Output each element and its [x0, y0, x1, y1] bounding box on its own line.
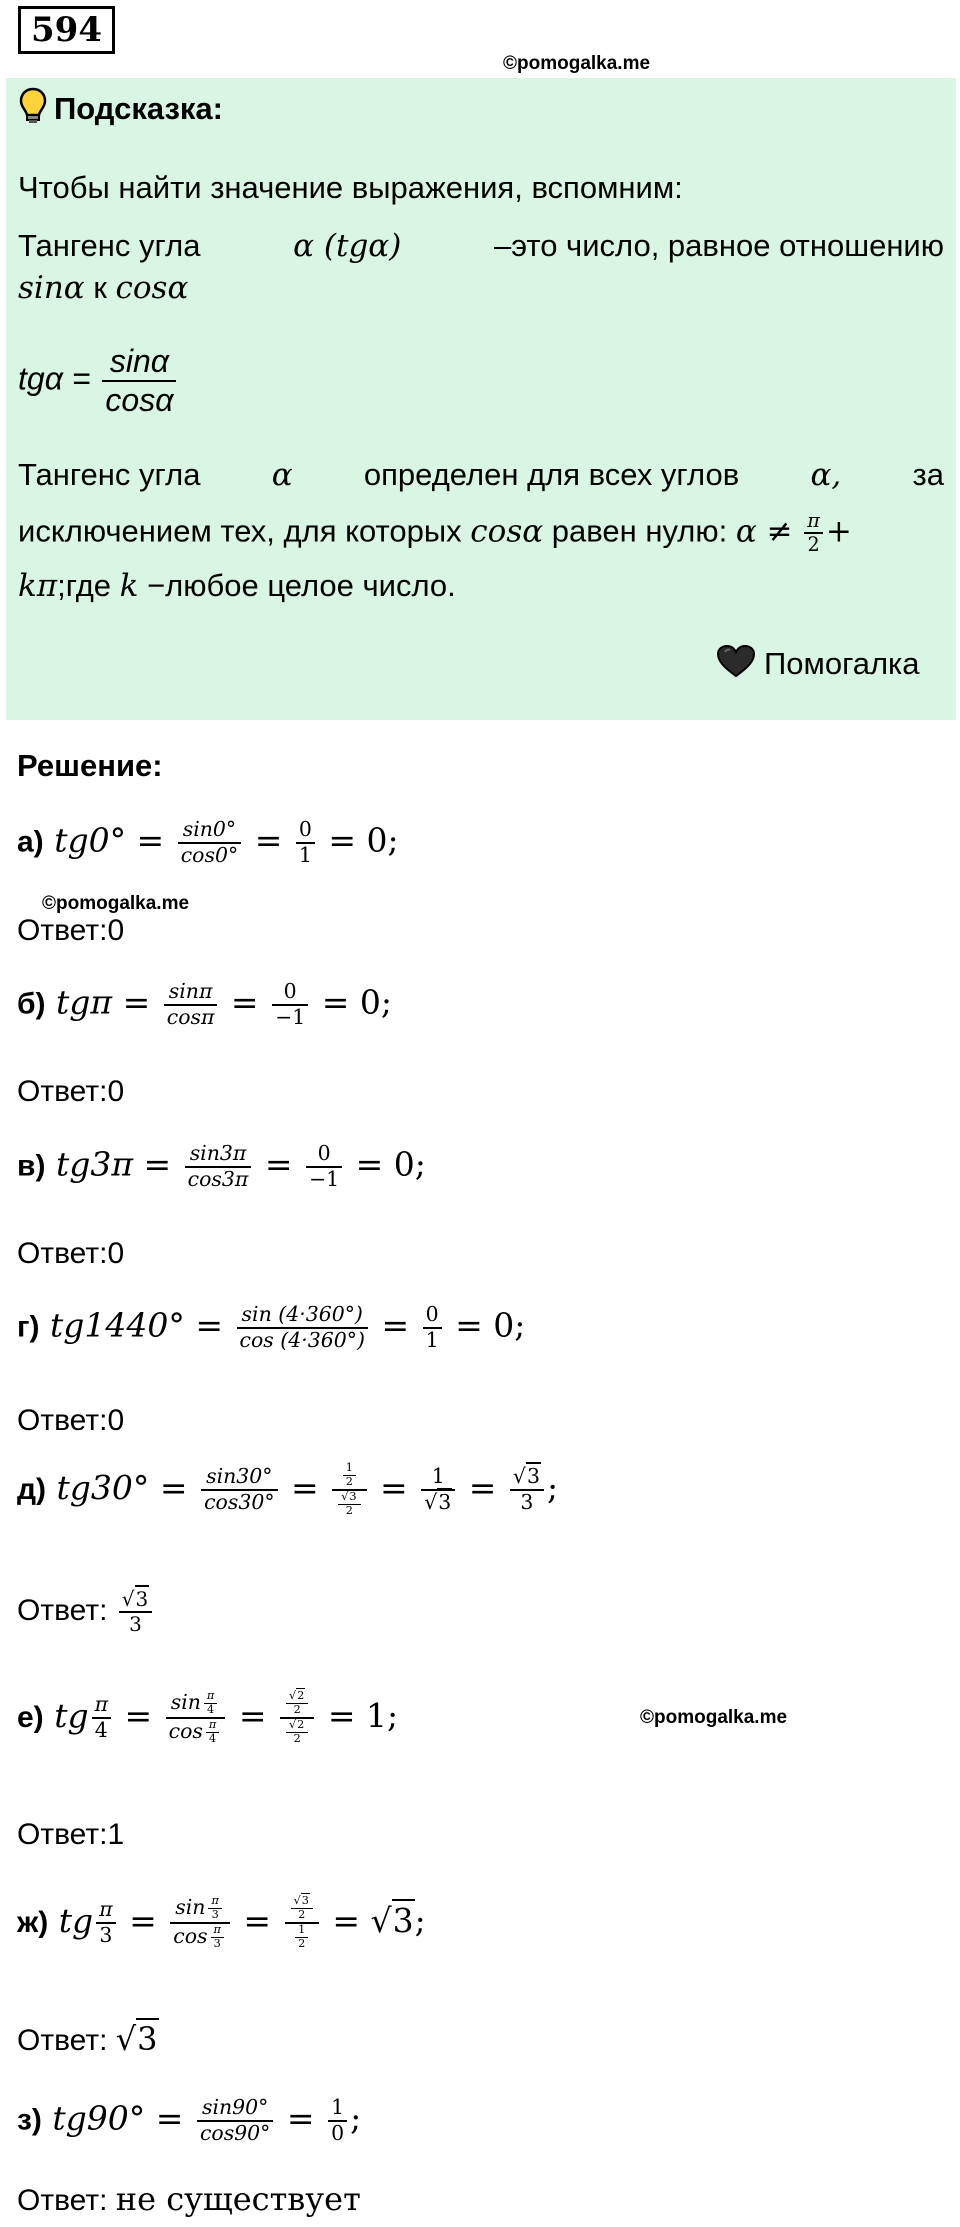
item-label: е): [17, 1700, 44, 1734]
domain-text-c: определен для всех углов: [363, 457, 740, 492]
domain2-neq: α ≠: [735, 513, 793, 550]
item-fraction-1: [164, 980, 218, 1029]
solution-item-e: [17, 1690, 398, 1746]
frac-den: 4: [94, 1717, 108, 1742]
hint-formula: [18, 343, 179, 419]
solution-item-g: [17, 1303, 525, 1352]
sqrt-radicand: 3: [137, 2020, 158, 2058]
item-eq: =: [380, 1467, 408, 1507]
item-rest: = 0;: [455, 1305, 526, 1345]
item-eq: =: [238, 1695, 267, 1735]
item-fraction-1: [237, 1303, 368, 1352]
answer-zh: [17, 2020, 159, 2058]
frac-num: sin30°: [201, 1465, 277, 1491]
inner-half: [295, 1924, 308, 1951]
frac-den: 2: [293, 1731, 301, 1745]
answer-label: Ответ:: [17, 2024, 116, 2057]
answer-value: не существует: [115, 2180, 361, 2218]
item-eq: =: [243, 1900, 272, 1940]
item-label: а): [17, 825, 44, 859]
item-rest: = 0;: [321, 982, 392, 1022]
frac-den: −1: [309, 1166, 340, 1191]
frac-den: 3: [129, 1612, 142, 1636]
item-end: ;: [414, 1900, 426, 1940]
hint-title: Подсказка:: [54, 91, 223, 127]
frac-den: 3: [211, 1907, 219, 1921]
domain2-text-a: исключением тех, для которых: [18, 513, 471, 549]
frac-num: sin90°: [197, 2096, 273, 2122]
frac-num: π: [206, 1719, 219, 1733]
frac-den: cos (4·360°): [239, 1327, 365, 1352]
frac-den: 2: [345, 1474, 353, 1488]
hint-domain-line3: [18, 566, 456, 606]
problem-number: 594: [18, 6, 115, 54]
domain2-cos: cosα: [470, 513, 544, 550]
item-sin-over-cos: [170, 1895, 230, 1951]
item-fraction-2: [328, 2096, 347, 2145]
tg-argument: [96, 1898, 115, 1947]
frac-den: 3: [520, 1489, 534, 1514]
item-fraction-1: [197, 2096, 273, 2145]
item-compound-fraction: [332, 1462, 366, 1518]
item-result: √3: [370, 1900, 414, 1940]
formula-den: cosα: [105, 381, 174, 418]
frac-num: sin0°: [178, 818, 241, 844]
item-eq: =: [230, 982, 259, 1022]
def-sin: sinα: [18, 270, 85, 306]
domain2-num: π: [804, 510, 823, 534]
watermark-middle: ©pomogalka.me: [42, 893, 190, 914]
sqrt-radicand: 3: [526, 1464, 540, 1489]
answer-b: Ответ:0: [17, 1075, 125, 1108]
cos-text: cos: [173, 1923, 208, 1948]
item-eq: =: [381, 1305, 410, 1345]
answer-label: Ответ:: [17, 1593, 116, 1627]
def-k: к: [84, 270, 116, 305]
sqrt-radicand: 2: [297, 1689, 305, 1702]
frac-num: sinπ: [164, 980, 218, 1006]
solution-item-zh: [17, 1895, 426, 1951]
sqrt-radicand: 3: [135, 1587, 149, 1611]
item-lhs: tg0° =: [54, 820, 165, 860]
item-sin-over-cos: [166, 1690, 226, 1746]
answer-e: Ответ:1: [17, 1818, 125, 1851]
item-lhs: tg30° =: [56, 1467, 188, 1507]
inner-sqrt2-over-2: $\frac{√2}{2}$: [286, 1690, 308, 1717]
frac-num: 1: [343, 1462, 356, 1476]
frac-den: 2: [345, 1503, 353, 1517]
frac-num: sin (4·360°): [237, 1303, 368, 1329]
inner-sqrt3-over-2: $\frac{√3}{2}$: [291, 1895, 313, 1922]
frac-num: π: [92, 1693, 111, 1719]
frac-den: 1: [425, 1327, 439, 1352]
item-label: ж): [17, 1905, 49, 1939]
domain2-plus: +: [825, 513, 852, 550]
frac-den: −1: [275, 1004, 306, 1029]
sqrt-radicand: 2: [297, 1717, 305, 1731]
frac-den: 4: [209, 1731, 217, 1745]
item-eq: =: [286, 2098, 315, 2138]
frac-num: π: [211, 1924, 224, 1938]
inner-half: [343, 1462, 356, 1489]
item-lhs: tg: [58, 1900, 94, 1940]
hint-domain-line1: [18, 455, 944, 495]
frac-num: 0: [423, 1303, 442, 1329]
item-fraction-4: $\frac{√3}{3}$: [510, 1465, 544, 1514]
def-text-b: –это число, равное отношению: [493, 228, 944, 263]
frac-num: π: [208, 1895, 221, 1909]
inner-arg: [211, 1924, 224, 1951]
item-label: в): [17, 1149, 46, 1183]
item-fraction-2: [296, 818, 315, 867]
domain-alpha2: α,: [810, 457, 842, 493]
item-fraction-1: [185, 1142, 252, 1191]
item-compound-fraction: [285, 1895, 319, 1951]
item-eq: =: [124, 1695, 153, 1735]
solution-item-a: [17, 818, 399, 867]
frac-num: sin3π: [185, 1142, 252, 1168]
domain3-k: k: [119, 568, 139, 604]
formula-left: tgα =: [18, 360, 91, 397]
item-eq: =: [291, 1467, 319, 1507]
hint-definition-line2: [18, 268, 188, 308]
frac-num: 1: [295, 1924, 308, 1938]
frac-den: cos30°: [204, 1489, 275, 1514]
item-fraction-1: [178, 818, 241, 867]
item-label: г): [17, 1310, 40, 1344]
solution-item-z: [17, 2096, 361, 2145]
item-fraction-1: [201, 1465, 277, 1514]
frac-den: 0: [331, 2120, 345, 2145]
item-eq: =: [264, 1144, 293, 1184]
item-lhs: tg3π =: [55, 1144, 172, 1184]
item-fraction-2: [306, 1142, 342, 1191]
frac-den: 4: [207, 1702, 215, 1716]
frac-num: 0: [306, 1142, 342, 1168]
domain3-kpi: kπ: [18, 568, 58, 604]
item-eq: =: [129, 1900, 157, 1940]
frac-num: π: [204, 1690, 217, 1704]
def-math-alpha-tg: α (tgα): [293, 228, 402, 264]
domain3-text-b: ;где: [57, 568, 120, 603]
solution-heading: Решение:: [17, 748, 163, 783]
domain-text-e: за: [912, 457, 944, 492]
domain-text-a: Тангенс угла: [18, 457, 201, 492]
frac-den: 3: [99, 1922, 113, 1947]
item-label: з): [17, 2103, 42, 2137]
tg-argument: [92, 1693, 111, 1742]
frac-num: 1: [328, 2096, 347, 2122]
hint-box: [6, 78, 956, 720]
item-lhs: tg90° =: [52, 2098, 184, 2138]
answer-v: Ответ:0: [17, 1237, 125, 1270]
item-end: ;: [546, 1467, 559, 1507]
frac-num: 0: [272, 980, 308, 1006]
frac-den: cos3π: [187, 1166, 249, 1191]
cos-text: cos: [168, 1718, 203, 1743]
domain3-text-d: −любое целое число.: [138, 568, 456, 603]
item-label: д): [17, 1472, 47, 1506]
frac-den: cosπ: [166, 1004, 215, 1029]
hint-header: [18, 86, 223, 136]
watermark-top: ©pomogalka.me: [503, 53, 651, 74]
heart-icon: [716, 644, 756, 688]
inner-arg: [204, 1690, 217, 1717]
domain2-text-c: равен нулю:: [543, 513, 736, 549]
answer-z: [17, 2180, 361, 2218]
domain-alpha: α: [271, 457, 293, 493]
item-label: б): [17, 987, 46, 1021]
answer-g: Ответ:0: [17, 1404, 125, 1437]
item-rest: = 0;: [355, 1144, 426, 1184]
item-end: ;: [350, 2098, 362, 2138]
hint-domain-line2: [18, 510, 852, 556]
item-rest: = 0;: [328, 820, 399, 860]
frac-den: cos90°: [199, 2120, 271, 2145]
sin-text: sin: [170, 1689, 201, 1714]
inner-sqrt2-over-2: $\frac{√2}{2}$: [286, 1719, 308, 1746]
inner-sqrt3-over-2: $\frac{√3}{2}$: [338, 1491, 360, 1518]
item-compound-fraction: [280, 1690, 314, 1746]
frac-den: 2: [298, 1907, 306, 1921]
inner-arg: [206, 1719, 219, 1746]
frac-den: 2: [293, 1702, 301, 1716]
sqrt-radicand: 3: [349, 1489, 357, 1503]
sin-text: sin: [175, 1894, 206, 1919]
domain2-pi-over-2: [804, 510, 823, 556]
item-rest: = 1;: [327, 1695, 399, 1735]
frac-num: 1: [421, 1465, 455, 1491]
def-text-a: Тангенс угла: [18, 228, 201, 263]
frac-den: 1: [298, 842, 312, 867]
sqrt-radicand: 3: [392, 1900, 414, 1940]
item-fraction-3: $\frac{1}{√3}$: [421, 1465, 455, 1514]
answer-a: Ответ:0: [17, 914, 125, 947]
answer-value: √3: [115, 2020, 158, 2058]
answer-d: [17, 1588, 155, 1636]
sqrt-radicand: 3: [438, 1489, 452, 1514]
formula-num: sinα: [102, 343, 176, 382]
hint-definition-line1: [18, 226, 944, 266]
domain2-den: 2: [807, 533, 820, 557]
solution-item-v: [17, 1142, 426, 1191]
answer-fraction: $\frac{√3}{3}$: [119, 1588, 152, 1636]
item-lhs: tg1440° =: [50, 1305, 224, 1345]
watermark-bottom: ©pomogalka.me: [640, 1707, 788, 1728]
answer-label: Ответ:: [17, 2184, 116, 2217]
def-cos: cosα: [115, 270, 189, 306]
item-lhs: tg: [54, 1695, 89, 1735]
item-fraction-2: [272, 980, 308, 1029]
item-lhs: tgπ =: [56, 982, 151, 1022]
brand-name: Помогалка: [764, 646, 920, 682]
solution-item-b: [17, 980, 392, 1029]
frac-den: 3: [213, 1936, 221, 1950]
item-fraction-2: [423, 1303, 442, 1352]
sqrt-radicand: 3: [301, 1894, 309, 1907]
item-eq: =: [468, 1467, 497, 1507]
inner-arg: [208, 1895, 221, 1922]
frac-den: 2: [298, 1936, 306, 1950]
frac-den: cos0°: [180, 842, 239, 867]
formula-fraction: [102, 343, 176, 419]
item-eq: =: [254, 820, 283, 860]
item-eq: =: [332, 1900, 361, 1940]
frac-num: π: [96, 1898, 115, 1924]
brand: [716, 644, 920, 688]
solution-item-d: [17, 1462, 558, 1518]
frac-num: 0: [296, 818, 315, 844]
lightbulb-icon: [18, 86, 48, 136]
hint-intro: Чтобы найти значение выражения, вспомним:: [18, 170, 683, 205]
